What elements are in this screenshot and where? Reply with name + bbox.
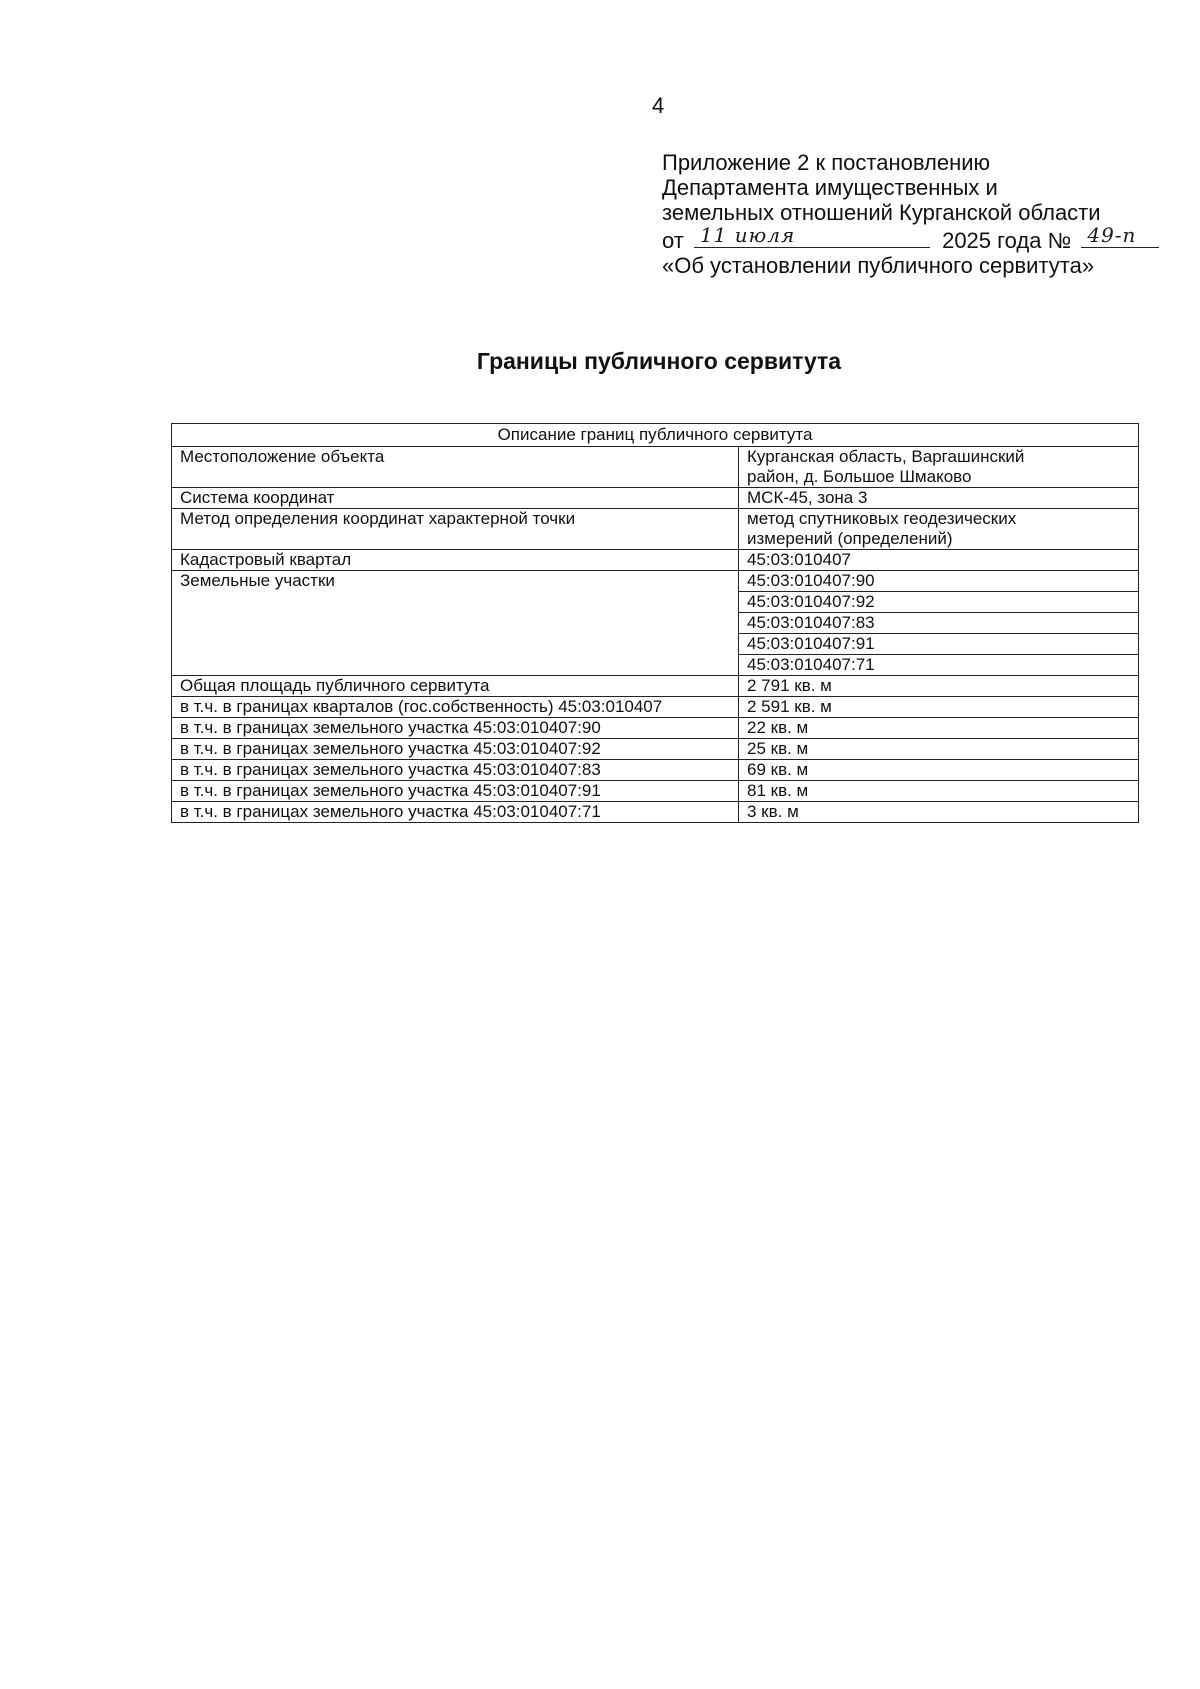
coordinate-system-label: Система координат (172, 488, 739, 509)
table-row (172, 760, 1139, 781)
table-row (172, 571, 1139, 592)
cadastral-quarter-value: 45:03:010407 (739, 550, 1139, 571)
date-prefix: от (662, 228, 684, 253)
area-value: 25 кв. м (739, 739, 1139, 760)
table-row (172, 739, 1139, 760)
appendix-line-2: Департамента имущественных и (662, 175, 998, 200)
appendix-line-1: Приложение 2 к постановлению (662, 150, 991, 175)
location-value-line-2: район, д. Большое Шмаково (747, 467, 972, 486)
method-value-line-2: измерений (определений) (747, 529, 953, 548)
table-row (172, 718, 1139, 739)
table-row (172, 488, 1139, 509)
method-label: Метод определения координат характерной точки (172, 509, 739, 550)
year-text: 2025 года № (942, 228, 1072, 253)
table-row (172, 550, 1139, 571)
table-row (172, 447, 1139, 488)
date-blank (694, 225, 930, 248)
area-label: в т.ч. в границах кварталов (гос.собственность) 45:03:010407 (172, 697, 739, 718)
land-plots-label: Земельные участки (172, 571, 739, 676)
table-row (172, 509, 1139, 550)
appendix-date-line (662, 225, 1162, 253)
servitude-table (171, 423, 1139, 823)
appendix-line-3: земельных отношений Курганской области (662, 200, 1101, 225)
area-value: 22 кв. м (739, 718, 1139, 739)
number-blank (1081, 225, 1159, 248)
handwritten-number: 49-п (1087, 223, 1137, 247)
location-value-line-1: Курганская область, Варгашинский (747, 447, 1025, 466)
area-value: 2 791 кв. м (739, 676, 1139, 697)
area-value: 69 кв. м (739, 760, 1139, 781)
table-row (172, 802, 1139, 823)
location-value (739, 447, 1139, 488)
area-value: 81 кв. м (739, 781, 1139, 802)
cadastral-quarter-label: Кадастровый квартал (172, 550, 739, 571)
area-value: 2 591 кв. м (739, 697, 1139, 718)
method-value-line-1: метод спутниковых геодезических (747, 509, 1017, 528)
area-label: Общая площадь публичного сервитута (172, 676, 739, 697)
table-caption: Описание границ публичного сервитута (172, 424, 1139, 447)
land-plot-value: 45:03:010407:90 (739, 571, 1139, 592)
land-plot-value: 45:03:010407:71 (739, 655, 1139, 676)
document-title: Границы публичного сервитута (476, 348, 842, 374)
area-label: в т.ч. в границах земельного участка 45:03:010407:92 (172, 739, 739, 760)
land-plot-value: 45:03:010407:83 (739, 613, 1139, 634)
land-plot-value: 45:03:010407:92 (739, 592, 1139, 613)
area-label: в т.ч. в границах земельного участка 45:03:010407:90 (172, 718, 739, 739)
area-label: в т.ч. в границах земельного участка 45:03:010407:71 (172, 802, 739, 823)
table-row (172, 676, 1139, 697)
handwritten-date: 11 июля (699, 223, 796, 247)
coordinate-system-value: МСК-45, зона 3 (739, 488, 1139, 509)
appendix-line-5: «Об установлении публичного сервитута» (662, 253, 1095, 278)
area-label: в т.ч. в границах земельного участка 45:03:010407:83 (172, 760, 739, 781)
area-value: 3 кв. м (739, 802, 1139, 823)
appendix-header (662, 150, 1162, 278)
page-number: 4 (652, 93, 665, 118)
land-plot-value: 45:03:010407:91 (739, 634, 1139, 655)
table-row (172, 697, 1139, 718)
location-label: Местоположение объекта (172, 447, 739, 488)
method-value (739, 509, 1139, 550)
table-row (172, 781, 1139, 802)
area-label: в т.ч. в границах земельного участка 45:03:010407:91 (172, 781, 739, 802)
table-caption-row (172, 424, 1139, 447)
